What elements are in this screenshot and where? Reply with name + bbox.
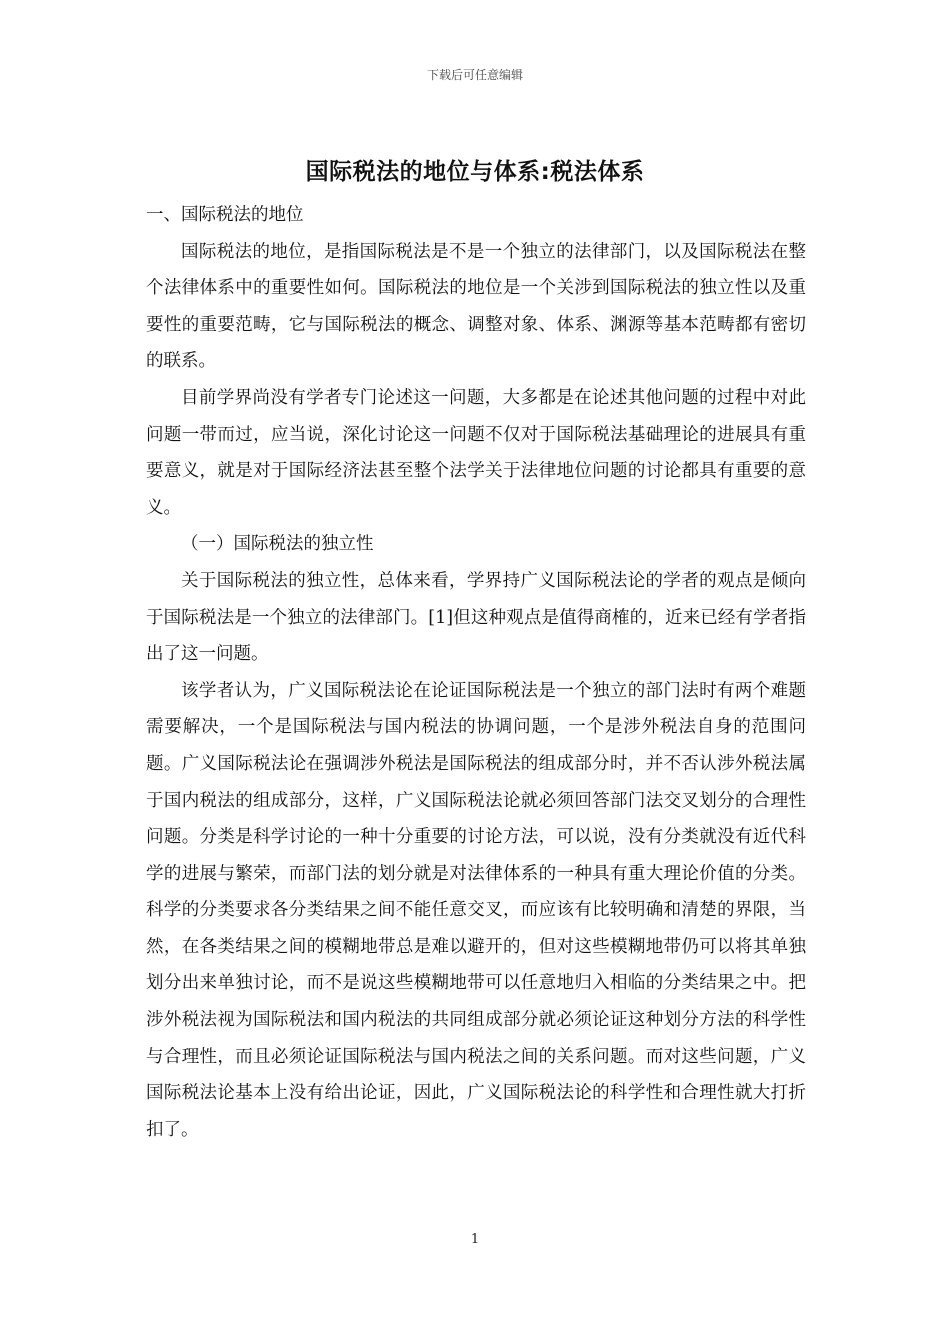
page-number: 1 bbox=[470, 1232, 480, 1247]
paragraph: 关于国际税法的独立性，总体来看，学界持广义国际税法论的学者的观点是倾向于国际税法是一个独立的法律部门。[1]但这种观点是值得商榷的，近来已经有学者指出了这一问题。 bbox=[146, 570, 806, 665]
header-note: 下载后可任意编辑 bbox=[426, 68, 523, 82]
paragraph: 国际税法的地位，是指国际税法是不是一个独立的法律部门，以及国际税法在整个法律体系中的重要性如何。国际税法的地位是一个关涉到国际税法的独立性以及重要性的重要范畴，它与国际税法的概念、调整对象、体系、渊源等基本范畴都有密切的联系。 bbox=[146, 241, 806, 372]
document-title: 国际税法的地位与体系:税法体系 bbox=[305, 159, 645, 185]
subsection-heading: （一）国际税法的独立性 bbox=[181, 534, 374, 555]
section-heading: 一、国际税法的地位 bbox=[146, 205, 304, 225]
document-body bbox=[146, 197, 806, 1148]
paragraph: 目前学界尚没有学者专门论述这一问题，大多都是在论述其他问题的过程中对此问题一带而过，应当说，深化讨论这一问题不仅对于国际税法基础理论的进展具有重要意义，就是对于国际经济法甚至整个法学关于法律地位问题的讨论都具有重要的意义。 bbox=[146, 387, 806, 518]
paragraph: 该学者认为，广义国际税法论在论证国际税法是一个独立的部门法时有两个难题需要解决，一个是国际税法与国内税法的协调问题，一个是涉外税法自身的范围问题。广义国际税法论在强调涉外税法是国际税法的组成部分时，并不否认涉外税法属于国内税法的组成部分，这样，广义国际税法论就必须回答部门法交叉划分的合理性问题。分类是科学讨论的一种十分重要的讨论方法，可以说，没有分类就没有近代科学的进展与繁荣，而部门法的划分就是对法律体系的一种具有重大理论价值的分类。科学的分类要求各分类结果之间不能任意交叉，而应该有比较明确和清楚的界限，当然，在各类结果之间的模糊地带总是难以避开的，但对这些模糊地带仍可以将其单独划分出来单独讨论，而不是说这些模糊地带可以任意地归入相临的分类结果之中。把涉外税法视为国际税法和国内税法的共同组成部分就必须论证这种划分方法的科学性与合理性，而且必须论证国际税法与国内税法之间的关系问题。而对这些问题，广义国际税法论基本上没有给出论证，因此，广义国际税法论的科学性和合理性就大打折扣了。 bbox=[146, 680, 806, 1140]
